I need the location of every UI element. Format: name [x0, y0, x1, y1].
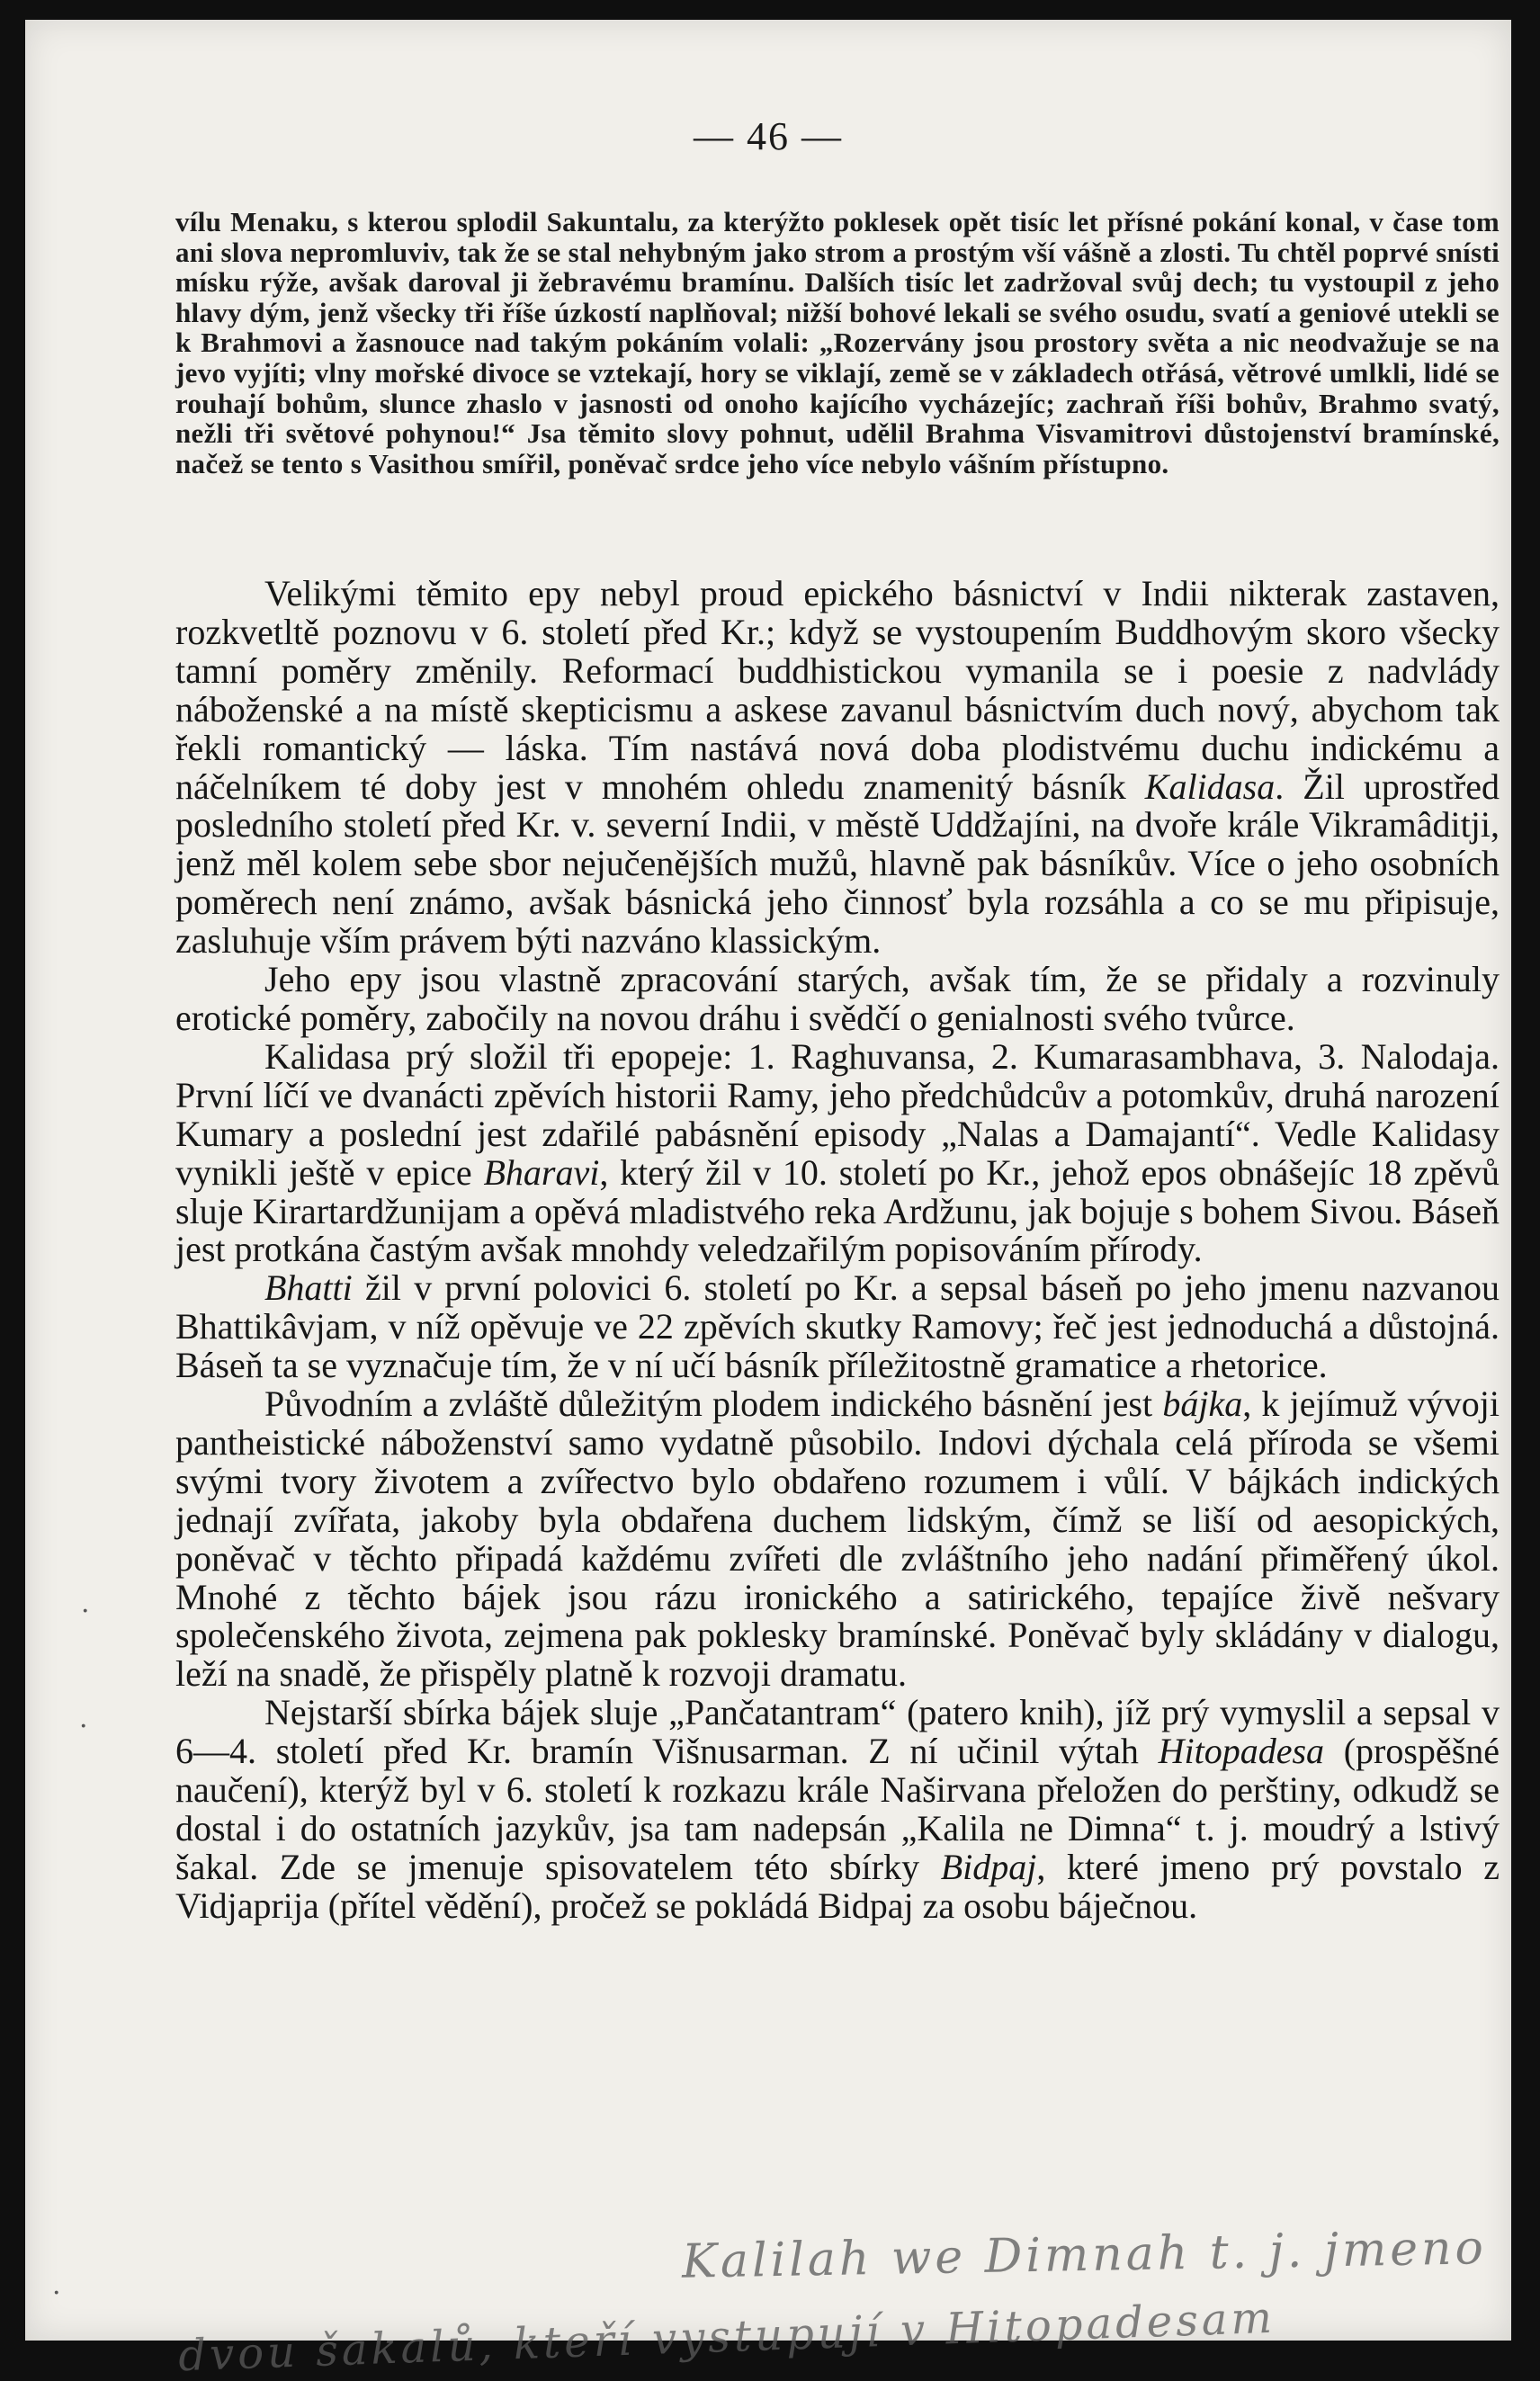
text-run: Jeho epy jsou vlastně zpracování starých, avšak tím, že se přidaly a rozvinuly erotické poměry, zabočily na novou dráhu i svědčí o genialnosti svého tvůrce. [175, 959, 1500, 1038]
body-paragraph [175, 1385, 1500, 1694]
handwritten-text: dvou šakalů, kteří vystupují v Hitopadesam [177, 2292, 1276, 2381]
text-run: Velikými těmito epy nebyl proud epického básnictví v Indii nikterak zastaven, rozkvetltě poznovu v 6. století před Kr.; když se vystoupením Buddhovým skoro všecky tamní poměry změnily. Reformací buddhistickou vymanila se i poesie z nadvlády náboženské a na místě skepticismu a askese zavanul básnictvím duch nový, abychom tak řekli romantický — láska. Tím nastává nová doba plodistvému duchu indickému a náčelníkem té doby jest v mnohém ohledu znamenitý básník [175, 573, 1500, 807]
page-number: — 46 — [694, 114, 843, 158]
body-paragraph [175, 1035, 1500, 1270]
italic-term: Bidpaj [940, 1846, 1037, 1887]
footnote-paragraph: vílu Menaku, s kterou splodil Sakuntalu, za kterýžto poklesek opět tisíc let přísné pokání konal, v čase tom ani slova nepromluviv, tak že se stal nehybným jako strom a prostým vší vášně a zlosti. Tu chtěl poprvé snísti mísku rýže, avšak daroval ji žebravému bramínu. Dalších tisíc let zadržoval svůj dech; tu vystoupil z jeho hlavy dým, jenž všecky tři říše úzkostí naplňoval; nižší bohové lekali se svého osudu, svatí a geniové utekli se k Brahmovi a žasnouce nad takým pokáním volali: „Rozervány jsou prostory světa a nic neodvažuje se na jevo vyjíti; vlny mořské divoce se vztekají, hory se viklají, země se v základech otřásá, větrové umlkli, lidé se rouhají bohům, slunce zhaslo v jasnosti od onoho kajícího vycházejíc; zachraň říši bohův, Brahmo svatý, nežli tři světové pohynou!“ Jsa těmito slovy pohnut, udělil Brahma Visvamitrovi důstojenství bramínské, načež se tento s Vasithou smířil, poněvač srdce jeho více nebylo vášním přístupno. [175, 206, 1500, 479]
body-paragraph [175, 961, 1500, 1038]
text-run: Nejstarší sbírka bájek sluje „Pančatantram“ (patero knih), jíž prý vymyslil a sepsal v 6—4. století před Kr. bramín Višnusarman. Z ní učinil výtah [175, 1692, 1500, 1772]
text-run: , které jmeno prý povstalo z Vidjaprija (přítel vědění), pročež se pokládá Bidpaj za osobu báječnou. [175, 1846, 1500, 1926]
text-run: . Žil uprostřed posledního století před Kr. v. severní Indii, v městě Uddžajíni, na dvoře krále Vikramâditji, jenž měl kolem sebe sbor nejučenějších mužů, hlavně pak básníkův. Více o jeho osobních poměrech není známo, avšak básnická jeho činnosť byla rozsáhla a co se mu připisuje, zasluhuje vším právem býti nazváno klassickým. [175, 765, 1500, 962]
italic-term: Bhatti [264, 1267, 353, 1309]
body-paragraph [175, 1694, 1500, 1925]
text-run: žil v první polovici 6. století po Kr. a sepsal báseň po jeho jmenu nazvanou Bhattikâvjam, v níž opěvuje ve 22 zpěvích skutky Ramovy; řeč jest jednoduchá a důstojná. Báseň ta se vyznačuje tím, že v ní učí básník příležitostně gramatice a rhetorice. [175, 1267, 1500, 1386]
footnote-block [175, 207, 1500, 479]
book-page [25, 20, 1511, 2381]
body-paragraph [175, 1269, 1500, 1385]
handwritten-note-line-1 [682, 2221, 1488, 2289]
text-run: (prospěšné naučení), kterýž byl v 6. století k rozkazu krále Naširvana přeložen do perštiny, odkudž se dostal i do ostatních jazykův, jsa tam nadepsán „Kalila ne Dimna“ t. j. moudrý a lstivý šakal. Zde se jmenuje spisovatelem této sbírky [175, 1731, 1500, 1887]
italic-term: Kalidasa [1144, 765, 1276, 807]
text-run: , který žil v 10. století po Kr., jehož epos obnášejíc 18 zpěvů sluje Kirartardžunijam a opěvá mladistvého reka Ardžunu, jak bojuje s bohem Sivou. Báseň jest protkána častým avšak mnohdy veledzařilým popisováním přírody. [175, 1151, 1500, 1270]
body-paragraph [175, 575, 1500, 961]
italic-term: bájka [1162, 1383, 1243, 1425]
handwritten-text: Kalilah we Dimnah t. j. jmeno [681, 2221, 1488, 2289]
text-run: Kalidasa prý složil tři epopeje: 1. Raghuvansa, 2. Kumarasambhava, 3. Nalodaja. První líčí ve dvanácti zpěvích historii Ramy, jeho předchůdcův a potomkův, druhá narození Kumary a poslední jest zdařilé pabásnění episody „Nalas a Damajantí“. Vedle Kalidasy vynikli ještě v epice [175, 1035, 1500, 1193]
margin-mark: · [52, 2278, 61, 2309]
italic-term: Hitopadesa [1158, 1731, 1325, 1772]
margin-mark: · [81, 1596, 90, 1627]
margin-mark: · [79, 1711, 88, 1742]
main-text [175, 575, 1500, 1926]
text-run: Původním a zvláště důležitým plodem indického básnění jest [264, 1383, 1163, 1425]
italic-term: Bharavi [483, 1151, 600, 1193]
text-run: , k jejímuž vývoji pantheistické náboženství samo vydatně působilo. Indovi dýchala celá příroda se všemi svými tvory životem a zvířectvo bylo obdařeno rozumem i vůlí. V bájkách indických jednají zvířata, jakoby byla obdařena duchem lidským, čímž se liší od aesopických, poněvač v těchto připadá každému zvířeti dle zvláštního jeho nadání přiměřený úkol. Mnohé z těchto bájek jsou rázu ironického a satirického, tepajíce živě nešvary společenského života, zejmena pak poklesky bramínské. Poněvač byly skládány v dialogu, leží na snadě, že přispěly platně k rozvoji dramatu. [175, 1383, 1500, 1695]
handwritten-note-line-2 [177, 2293, 1276, 2381]
